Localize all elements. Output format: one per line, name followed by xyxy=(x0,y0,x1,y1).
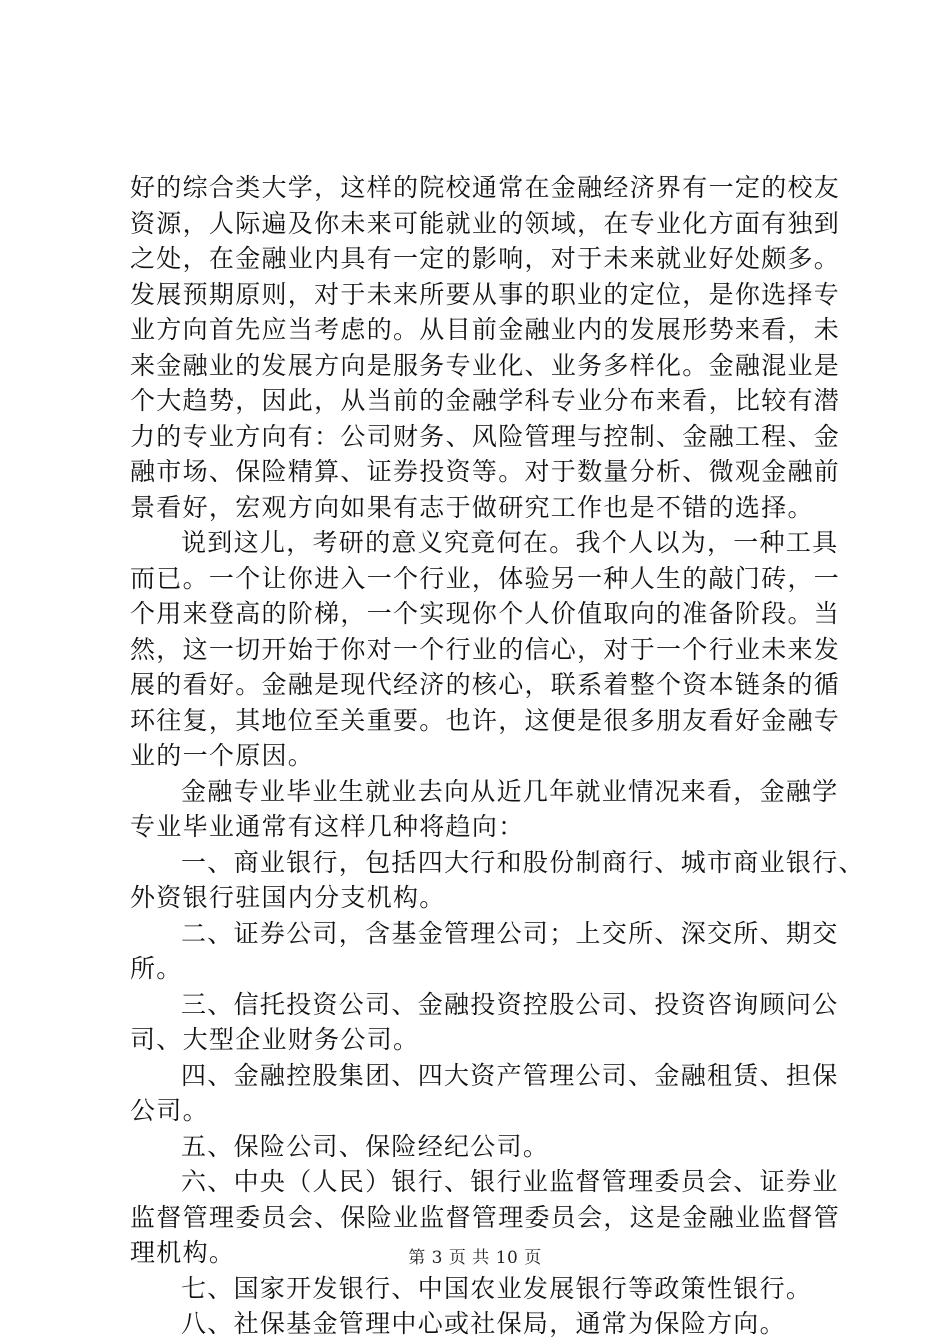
text-line: 理机构。 xyxy=(130,1238,236,1267)
text-line: 力的专业方向有：公司财务、风险管理与控制、金融工程、金 xyxy=(130,421,841,451)
text-line: 四、金融控股集团、四大资产管理公司、金融租赁、担保 xyxy=(181,1060,839,1090)
text-line: 公司。 xyxy=(130,1096,209,1125)
text-line: 司、大型企业财务公司。 xyxy=(130,1025,420,1054)
text-line: 监督管理委员会、保险业监督管理委员会，这是金融业监督管 xyxy=(130,1202,841,1232)
text-line: 资源，人际遍及你未来可能就业的领域，在专业化方面有独到 xyxy=(130,208,841,238)
text-line: 来金融业的发展方向是服务专业化、业务多样化。金融混业是 xyxy=(130,350,841,380)
text-line: 发展预期原则，对于未来所要从事的职业的定位，是你选择专 xyxy=(130,279,841,309)
text-line: 展的看好。金融是现代经济的核心，联系着整个资本链条的循 xyxy=(130,670,841,699)
text-line: 七、国家开发银行、中国农业发展银行等政策性银行。 xyxy=(181,1273,813,1303)
text-line: 个大趋势，因此，从当前的金融学科专业分布来看，比较有潜 xyxy=(130,386,841,415)
text-line: 而已。一个让你进入一个行业，体验另一种人生的敲门砖，一 xyxy=(130,563,841,593)
page-footer: 第 3 页 共 10 页 xyxy=(408,1248,542,1268)
text-line: 八、社保基金管理中心或社保局，通常为保险方向。 xyxy=(181,1309,786,1338)
body-text xyxy=(130,170,865,1342)
text-line: 个用来登高的阶梯，一个实现你个人价值取向的准备阶段。当 xyxy=(130,599,841,628)
text-line: 业的一个原因。 xyxy=(130,741,315,770)
text-line: 一、商业银行，包括四大行和股份制商行、城市商业银行、 xyxy=(181,847,865,877)
text-line: 好的综合类大学，这样的院校通常在金融经济界有一定的校友 xyxy=(130,173,841,202)
text-line: 专业毕业通常有这样几种将趋向： xyxy=(130,812,525,841)
text-line: 之处，在金融业内具有一定的影响，对于未来就业好处颇多。 xyxy=(130,244,841,273)
text-line: 环往复，其地位至关重要。也许，这便是很多朋友看好金融专 xyxy=(130,705,841,735)
text-line: 六、中央（人民）银行、银行业监督管理委员会、证券业 xyxy=(181,1167,839,1196)
text-line: 说到这儿，考研的意义究竟何在。我个人以为，一种工具 xyxy=(181,528,839,557)
text-line: 所。 xyxy=(130,954,183,983)
text-line: 融市场、保险精算、证券投资等。对于数量分析、微观金融前 xyxy=(130,457,841,486)
text-line: 然，这一切开始于你对一个行业的信心，对于一个行业未来发 xyxy=(130,634,841,664)
text-line: 金融专业毕业生就业去向从近几年就业情况来看，金融学 xyxy=(181,776,839,806)
text-line: 景看好，宏观方向如果有志于做研究工作也是不错的选择。 xyxy=(130,492,814,522)
text-line: 五、保险公司、保险经纪公司。 xyxy=(181,1131,550,1161)
text-line: 三、信托投资公司、金融投资控股公司、投资咨询顾问公 xyxy=(181,989,839,1019)
text-line: 外资银行驻国内分支机构。 xyxy=(130,883,446,912)
text-line: 业方向首先应当考虑的。从目前金融业内的发展形势来看，未 xyxy=(130,315,841,344)
text-line: 二、证券公司，含基金管理公司；上交所、深交所、期交 xyxy=(181,918,839,948)
